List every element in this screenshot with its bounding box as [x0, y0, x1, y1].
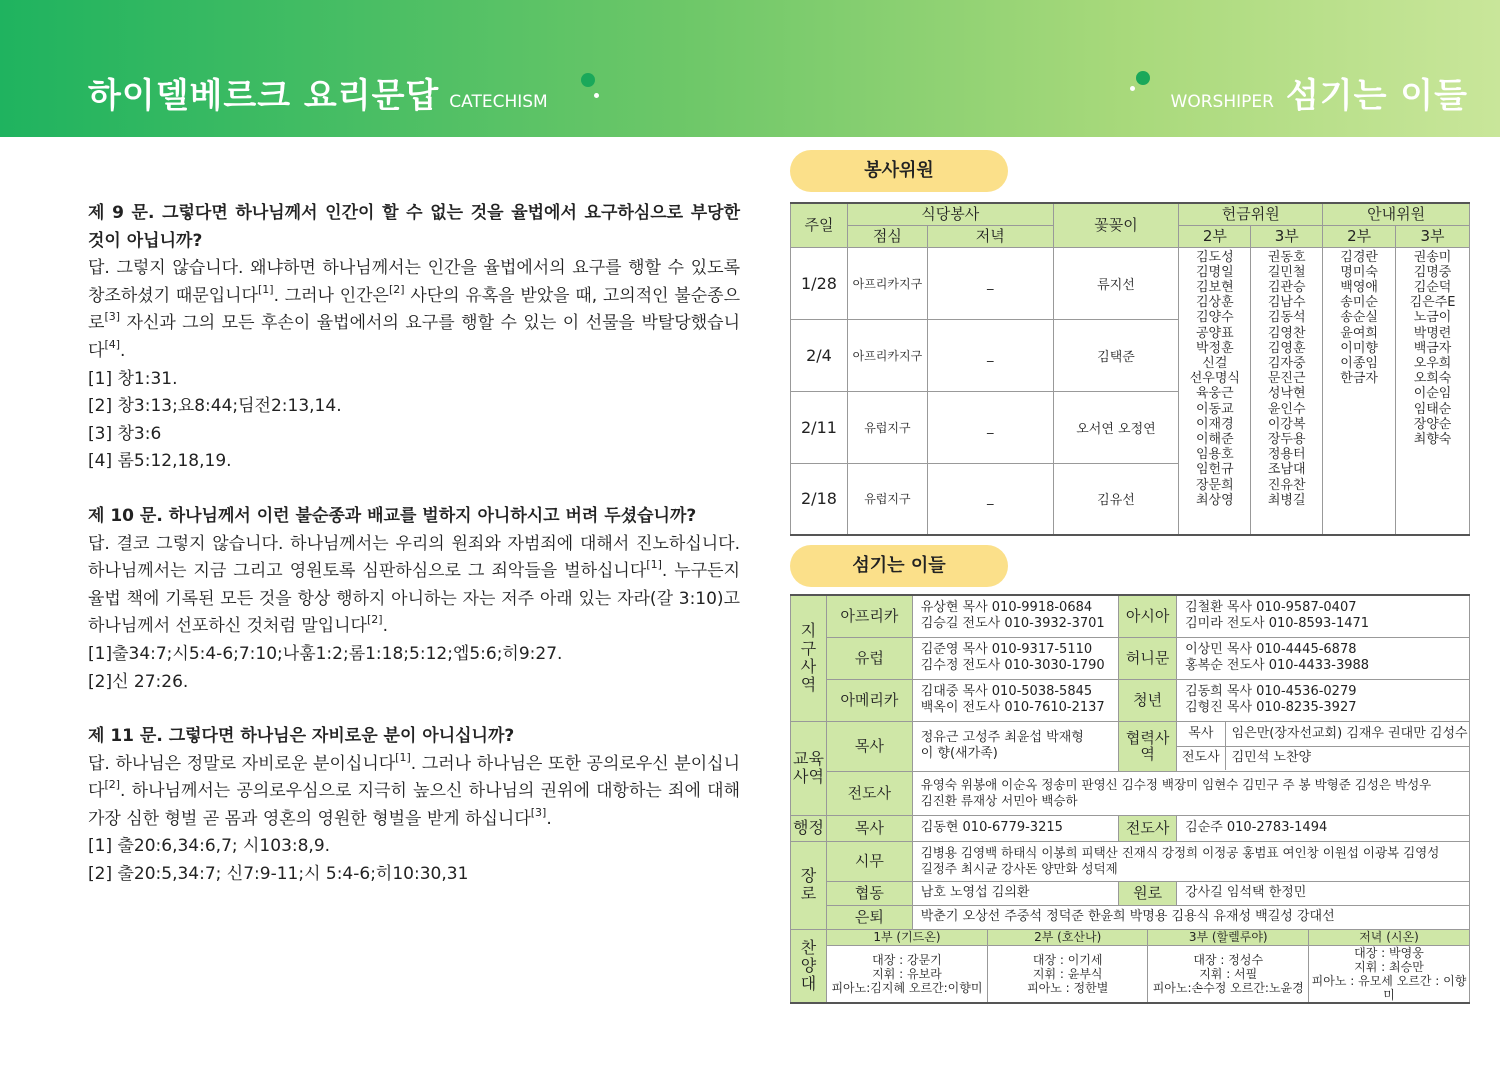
- date-cell: 1/28: [791, 247, 848, 319]
- coop-pastor-label: 목사: [1177, 722, 1225, 746]
- district-name: 유럽: [826, 637, 912, 679]
- coop-evang-label: 전도사: [1177, 746, 1225, 770]
- district-people: 김준영 목사 010-9317-5110 김수정 전도사 010-3030-1790: [912, 637, 1119, 679]
- answer-text: 답. 그렇지 않습니다. 왜냐하면 하나님께서는 인간을 율법에서의 요구를 행할 수 있도록 창조하셨기 때문입니다: [88, 258, 740, 306]
- date-cell: 2/11: [791, 391, 848, 463]
- reference: [2] 창3:13;요8:44;딤전2:13,14.: [88, 396, 342, 417]
- answer-text: .: [382, 616, 388, 637]
- workers-section-title: 섬기는 이들: [790, 545, 1008, 587]
- edu-evangelists: 유영숙 위봉애 이순옥 정송미 판영신 김수정 백장미 임현수 김민구 주 봉 박형준 김성은 박성우 김진환 류재상 서민아 백승하: [912, 771, 1469, 815]
- assoc-elders: 남호 노영섭 김의환: [912, 881, 1119, 905]
- usher-2-header: 2부: [1323, 225, 1396, 247]
- retired-elder-label: 은퇴: [826, 905, 912, 929]
- active-elder-label: 시무: [826, 841, 912, 881]
- usher-2-names: 김경란 명미숙 백영애 송미순 송순실 윤여희 이미향 이종임 한금자: [1323, 247, 1396, 535]
- lunch-cell: 유럽지구: [847, 391, 927, 463]
- dinner-cell: _: [927, 319, 1053, 391]
- dinner-header: 저녁: [927, 225, 1053, 247]
- footnote-mark: [1]: [395, 750, 411, 764]
- date-cell: 2/4: [791, 319, 848, 391]
- catechism-heading: [88, 68, 548, 117]
- district-people: 김철환 목사 010-9587-0407 김미라 전도사 010-8593-1471: [1177, 595, 1470, 637]
- flower-cell: 오서연 오정연: [1053, 391, 1179, 463]
- workers-table: [790, 594, 1470, 1004]
- district-people: 유상현 목사 010-9918-0684 김승길 전도사 010-3932-3701: [912, 595, 1119, 637]
- footnote-mark: [1]: [257, 282, 274, 296]
- answer-text: 답. 결코 그렇지 않습니다. 하나님께서는 우리의 원죄와 자범죄에 대해서 진노하십니다. 하나님께서는 지금 그리고 영원토록 심판하심으로 그 죄악들을 벌하십니다: [88, 533, 740, 582]
- reference: [1] 창1:31.: [88, 368, 178, 389]
- worshiper-subtitle: WORSHIPER: [1170, 92, 1274, 112]
- date-cell: 2/18: [791, 463, 848, 535]
- footnote-mark: [3]: [104, 310, 121, 324]
- answer-11: [88, 751, 740, 834]
- admin-label: 행정: [791, 815, 827, 841]
- answer-text: 답. 하나님은 정말로 자비로운 분이십니다: [88, 753, 396, 774]
- offering-header: 헌금위원: [1179, 203, 1323, 225]
- usher-3-header: 3부: [1396, 225, 1470, 247]
- answer-text: . 그러나 인간은: [273, 285, 389, 306]
- district-name: 아시아: [1119, 595, 1177, 637]
- dinner-cell: _: [927, 463, 1053, 535]
- retired-elders: 박춘기 오상선 주중석 정덕준 한윤희 박명용 김용식 유재성 백길성 강대선: [912, 905, 1469, 929]
- reference: [4] 롬5:12,18,19.: [88, 451, 232, 472]
- dinner-cell: _: [927, 391, 1053, 463]
- choir-name: 1부 (기드온): [827, 930, 988, 946]
- admin-evang-label: 전도사: [1119, 815, 1177, 841]
- service-table: [790, 202, 1470, 536]
- elder-label: 장 로: [791, 841, 827, 929]
- lunch-cell: 유럽지구: [847, 463, 927, 535]
- choir-info: 대장 : 박영웅 지휘 : 최승만 피아노 : 유모세 오르간 : 이향미: [1308, 946, 1469, 1003]
- date-header: 주일: [791, 203, 848, 247]
- senior-elders: 강사길 임석택 한정민: [1177, 881, 1470, 905]
- reference: [3] 창3:6: [88, 423, 162, 444]
- answer-text: 자신과 그의 모든 후손이 율법에서의 요구를 행할 수 있는 이 선물을 박탈당했습니다: [88, 313, 740, 361]
- admin-pastor: 김동현 010-6779-3215: [912, 815, 1119, 841]
- lunch-cell: 아프리카지구: [847, 319, 927, 391]
- green-dot-decoration: [581, 73, 595, 87]
- answer-text: .: [546, 808, 552, 829]
- answer-text: . 하나님께서는 공의로우심으로 지극히 높으신 하나님의 권위에 대항하는 죄에 대해 가장 심한 형벌 곧 몸과 영혼의 영원한 형벌을 받게 하십니다: [88, 781, 740, 829]
- flower-cell: 김택준: [1053, 319, 1179, 391]
- admin-evangelist: 김순주 010-2783-1494: [1177, 815, 1470, 841]
- usher-3-names: 권송미 김명중 김순덕 김은주E 노금이 박명련 백금자 오우희 오희숙 이순임 임태순 장양순 최향숙: [1396, 247, 1470, 535]
- district-name: 아프리카: [826, 595, 912, 637]
- footnote-mark: [1]: [646, 558, 662, 572]
- choir-label: 찬 양 대: [791, 929, 827, 1003]
- table-row: [791, 247, 1470, 319]
- choir-name: 3부 (할렐루야): [1148, 930, 1309, 946]
- district-label: 지 구 사 역: [791, 595, 827, 721]
- reference: [2]신 27:26.: [88, 671, 189, 692]
- dinner-cell: _: [927, 247, 1053, 319]
- reference: [1] 출20:6,34:6,7; 시103:8,9.: [88, 836, 331, 857]
- worshiper-title: 섬기는 이들: [1285, 76, 1468, 116]
- question-11: 제 11 문. 그렇다면 하나님은 자비로운 분이 아니십니까?: [88, 726, 515, 747]
- senior-elder-label: 원로: [1119, 881, 1177, 905]
- answer-text: . 누구든지 율법 책에 기록된 모든 것을 항상 행하지 아니하는 자는 저주 아래 있는 자라(갈 3:10)고 하나님께서 선포하신 것처럼 말입니다: [88, 561, 740, 637]
- reference: [1]출34:7;시5:4-6;7:10;나훔1:2;롬1:18;5:12;엡5:6;히9:27.: [88, 643, 563, 664]
- meal-header: 식당봉사: [847, 203, 1053, 225]
- district-people: 김동희 목사 010-4536-0279 김형진 목사 010-8235-3927: [1177, 679, 1470, 721]
- coop-pastors: 임은만(장자선교회) 김재우 권대만 김성수: [1225, 722, 1469, 746]
- district-people: 김대중 목사 010-5038-5845 백옥이 전도사 010-7610-2137: [912, 679, 1119, 721]
- edu-evang-label: 전도사: [826, 771, 912, 815]
- active-elders: 김병용 김영백 하태식 이봉희 피택산 진재식 강정희 이정공 홍범표 여인창 이원섭 이광복 김영성 길정주 최시균 강사돈 양만화 성덕제: [912, 841, 1469, 881]
- coop-label: 협력사역: [1119, 721, 1177, 771]
- question-9: 제 9 문. 그렇다면 하나님께서 인간이 할 수 없는 것을 율법에서 요구하심으로 부당한 것이 아닙니까?: [88, 203, 740, 251]
- footnote-mark: [3]: [530, 805, 547, 819]
- district-people: 이상민 목사 010-4445-6878 홍복순 전도사 010-4433-3988: [1177, 637, 1470, 679]
- answer-10: [88, 531, 740, 641]
- education-label: 교육 사역: [791, 721, 827, 815]
- district-name: 아메리카: [826, 679, 912, 721]
- flower-header: 꽃꽂이: [1053, 203, 1179, 247]
- choir-name: 저녁 (시온): [1308, 930, 1469, 946]
- offering-2-names: 김도성 김명일 김보현 김상훈 김양수 공양표 박정훈 신걸 선우명식 육웅근 이동교 이재경 이해준 임용호 임헌규 장문희 최상영: [1179, 247, 1251, 535]
- assoc-elder-label: 협동: [826, 881, 912, 905]
- catechism-title: 하이델베르크 요리문답: [88, 76, 440, 116]
- catechism-subtitle: CATECHISM: [449, 92, 548, 112]
- green-dot-decoration: [1136, 71, 1150, 85]
- footnote-mark: [4]: [104, 337, 121, 351]
- service-section-title: 봉사위원: [790, 150, 1008, 192]
- usher-header: 안내위원: [1323, 203, 1470, 225]
- reference: [2] 출20:5,34:7; 신7:9-11;시 5:4-6;히10:30,31: [88, 864, 469, 885]
- admin-pastor-label: 목사: [826, 815, 912, 841]
- header-band: [0, 0, 1500, 137]
- coop-table: [1177, 722, 1469, 770]
- edu-pastor-label: 목사: [826, 721, 912, 771]
- catechism-body: [88, 200, 740, 889]
- coop-evangelists: 김민석 노찬양: [1231, 750, 1312, 766]
- flower-cell: 류지선: [1053, 247, 1179, 319]
- answer-text: .: [120, 340, 126, 361]
- white-dot-decoration: [1130, 86, 1135, 91]
- answer-text: 사단의 유혹을 받았을 때, 고의적인 불순종으로: [88, 285, 741, 334]
- district-name: 허니문: [1119, 637, 1177, 679]
- lunch-header: 점심: [847, 225, 927, 247]
- answer-text: . 그러나 하나님은 또한 공의로우신 분이십니다: [88, 753, 740, 802]
- answer-9: [88, 255, 740, 365]
- choir-name: 2부 (호산나): [987, 930, 1148, 946]
- worshiper-heading: [1171, 68, 1468, 117]
- edu-pastors: 정유근 고성주 최윤섭 박재형 이 향(새가족): [912, 721, 1119, 771]
- choir-info: 대장 : 이기세 지휘 : 윤부식 피아노 : 정한별: [987, 946, 1148, 1003]
- footnote-mark: [2]: [366, 613, 383, 627]
- choir-table: [827, 930, 1469, 1003]
- offering-3-names: 권동호 길민철 김관승 김남수 김동석 김영찬 김영훈 김자중 문진근 성낙현 윤인수 이강복 장두용 정용터 조남대 진유찬 최병길: [1251, 247, 1323, 535]
- lunch-cell: 아프리카지구: [847, 247, 927, 319]
- flower-cell: 김유선: [1053, 463, 1179, 535]
- footnote-mark: [2]: [388, 282, 405, 296]
- offering-2-header: 2부: [1179, 225, 1251, 247]
- district-name: 청년: [1119, 679, 1177, 721]
- choir-info: 대장 : 정성수 지휘 : 서필 피아노:손수정 오르간:노윤경: [1148, 946, 1309, 1003]
- footnote-mark: [2]: [104, 778, 121, 792]
- offering-3-header: 3부: [1251, 225, 1323, 247]
- choir-info: 대장 : 강문기 지휘 : 유보라 피아노:김지혜 오르간:이향미: [827, 946, 988, 1003]
- question-10: 제 10 문. 하나님께서 이런 불순종과 배교를 벌하지 아니하시고 버려 두셨습니까?: [88, 505, 697, 526]
- white-dot-decoration: [594, 93, 599, 98]
